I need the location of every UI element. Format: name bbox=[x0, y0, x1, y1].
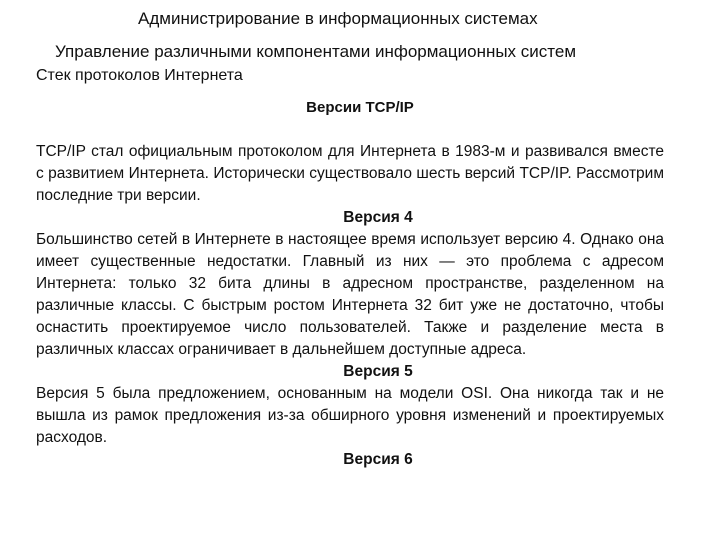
version-4-heading: Версия 4 bbox=[343, 209, 413, 226]
section-title: Стек протоколов Интернета bbox=[36, 67, 243, 84]
version-4-paragraph: Большинство сетей в Интернете в настоящее время использует версию 4. Однако она имеет существенные недостатки. Главный из них — это проблема с адресом Интернета: только 32 бита длины в адресном пространстве, разделенном на различные классы. С быстрым ростом Интернета 32 бит уже не достаточно, чтобы оснастить проектируемое число пользователей. Также и разделение места в различных классах ограничивает в дальнейшем доступные адреса. bbox=[36, 231, 664, 358]
document-title: Администрирование в информационных системах bbox=[138, 9, 538, 28]
versions-heading: Версии TCP/IP bbox=[306, 99, 414, 116]
version-5-heading: Версия 5 bbox=[343, 363, 413, 380]
version-6-heading: Версия 6 bbox=[343, 451, 413, 468]
version-5-paragraph: Версия 5 была предложением, основанным на модели OSI. Она никогда так и не вышла из рамок предложения из-за обширного уровня изменений и проектируемых расходов. bbox=[36, 385, 664, 446]
document-subtitle: Управление различными компонентами информационных систем bbox=[55, 42, 577, 61]
intro-paragraph: TCP/IP стал официальным протоколом для Интернета в 1983-м и развивался вместе с развитием Интернета. Исторически существовало шесть версий TCP/IP. Рассмотрим последние три версии. bbox=[36, 143, 664, 204]
content-body bbox=[36, 141, 664, 471]
